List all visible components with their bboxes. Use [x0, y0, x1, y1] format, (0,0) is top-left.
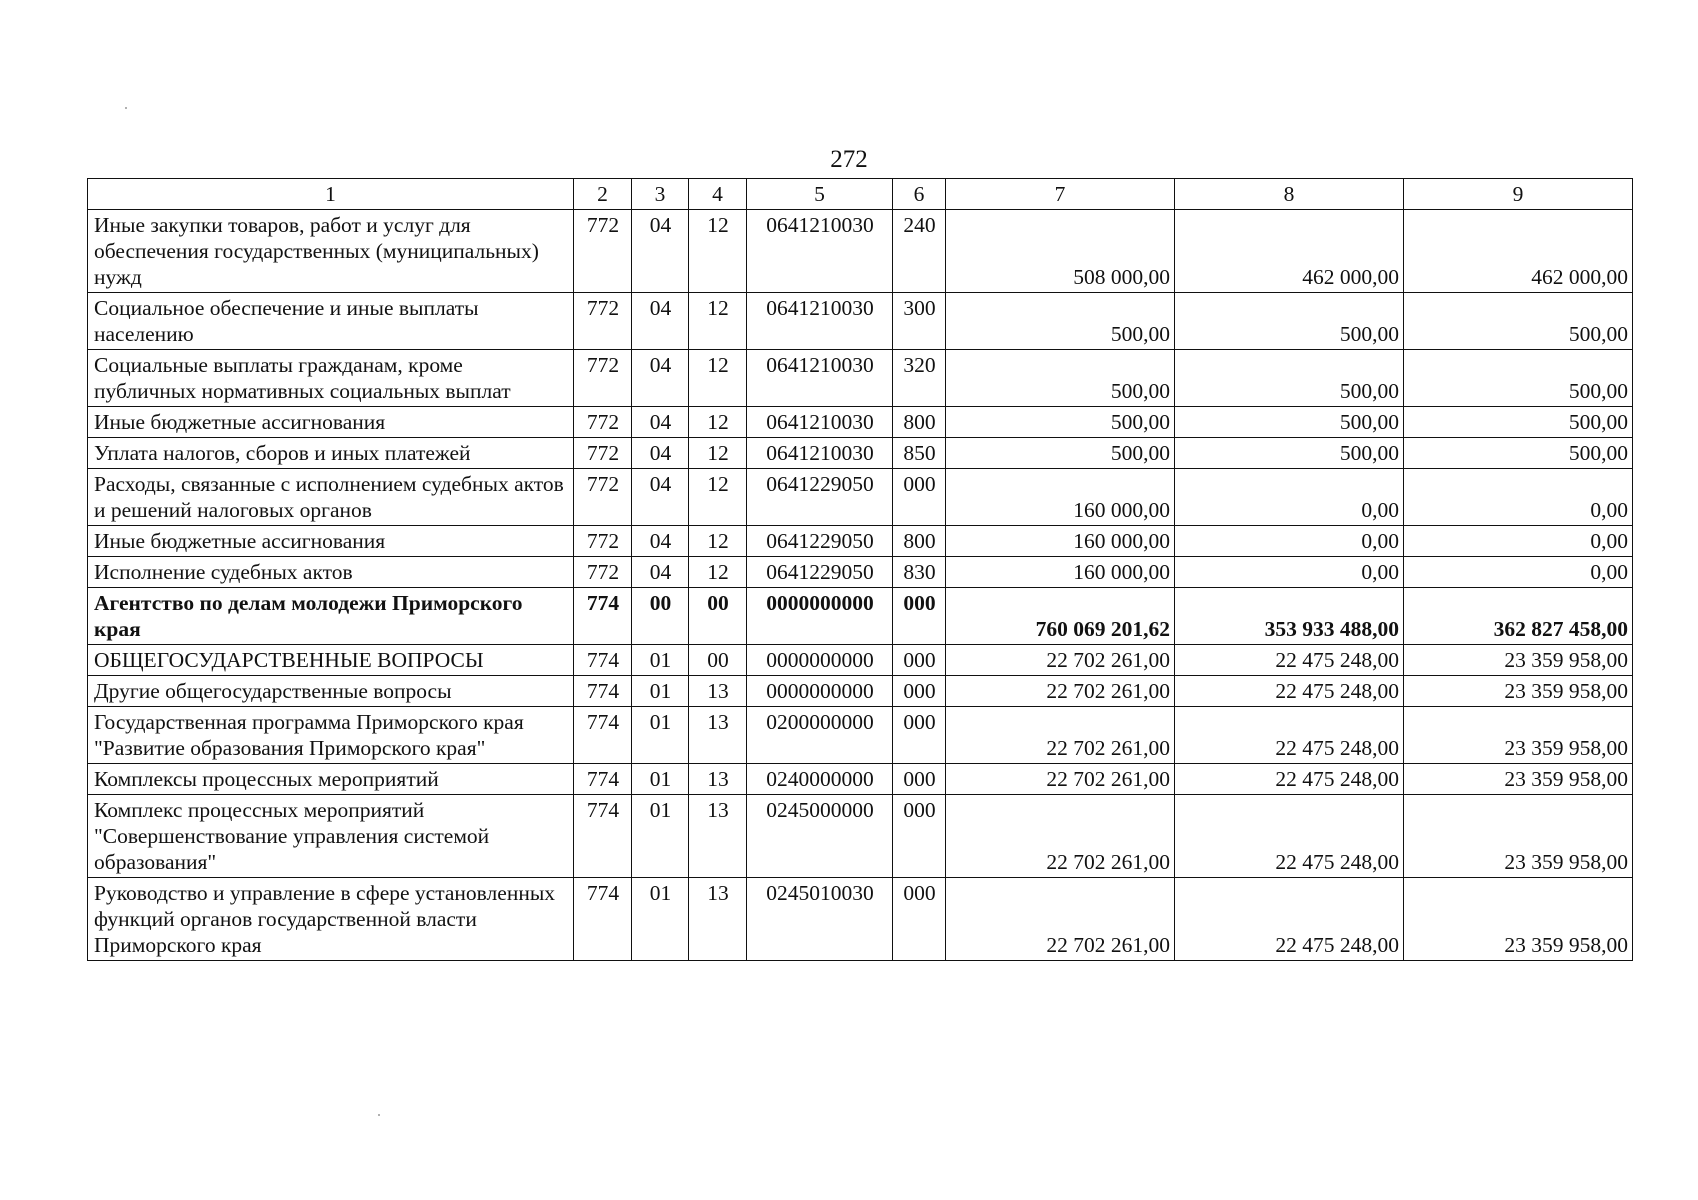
col-8-value: 462 000,00: [1175, 210, 1404, 293]
col-7-value: 508 000,00: [946, 210, 1175, 293]
col-7-value: 160 000,00: [946, 557, 1175, 588]
row-name: Агентство по делам молодежи Приморского края: [88, 588, 574, 645]
col-9-value: 23 359 958,00: [1404, 878, 1633, 961]
col-9-value: 23 359 958,00: [1404, 764, 1633, 795]
col-4-code: 00: [689, 588, 747, 645]
col-4-code: 12: [689, 469, 747, 526]
col-7-value: 22 702 261,00: [946, 645, 1175, 676]
col-5-code: 0641229050: [747, 526, 893, 557]
col-4-code: 13: [689, 707, 747, 764]
row-name: Расходы, связанные с исполнением судебных актов и решений налоговых органов: [88, 469, 574, 526]
col-5-code: 0641210030: [747, 293, 893, 350]
col-3-code: 01: [632, 764, 689, 795]
header-col-7: 7: [946, 179, 1175, 210]
table-row: [88, 645, 1633, 676]
col-3-code: 04: [632, 293, 689, 350]
table-row: [88, 707, 1633, 764]
col-8-value: 353 933 488,00: [1175, 588, 1404, 645]
col-5-code: 0200000000: [747, 707, 893, 764]
header-col-5: 5: [747, 179, 893, 210]
col-3-code: 04: [632, 438, 689, 469]
header-col-4: 4: [689, 179, 747, 210]
col-6-code: 850: [893, 438, 946, 469]
col-3-code: 04: [632, 210, 689, 293]
col-8-value: 500,00: [1175, 438, 1404, 469]
row-name: Иные бюджетные ассигнования: [88, 407, 574, 438]
col-4-code: 12: [689, 407, 747, 438]
col-7-value: 22 702 261,00: [946, 707, 1175, 764]
col-7-value: 160 000,00: [946, 469, 1175, 526]
col-3-code: 01: [632, 645, 689, 676]
col-6-code: 000: [893, 878, 946, 961]
col-2-code: 772: [574, 210, 632, 293]
col-3-code: 00: [632, 588, 689, 645]
col-6-code: 000: [893, 707, 946, 764]
col-5-code: 0245000000: [747, 795, 893, 878]
page-number: 272: [830, 146, 868, 173]
col-2-code: 772: [574, 469, 632, 526]
row-name: Исполнение судебных актов: [88, 557, 574, 588]
col-9-value: 23 359 958,00: [1404, 795, 1633, 878]
col-4-code: 13: [689, 764, 747, 795]
table-row: [88, 795, 1633, 878]
col-6-code: 000: [893, 795, 946, 878]
col-5-code: 0641210030: [747, 210, 893, 293]
col-5-code: 0641210030: [747, 350, 893, 407]
col-6-code: 830: [893, 557, 946, 588]
row-name: Государственная программа Приморского края "Развитие образования Приморского края": [88, 707, 574, 764]
col-5-code: 0000000000: [747, 588, 893, 645]
col-9-value: 23 359 958,00: [1404, 676, 1633, 707]
col-9-value: 500,00: [1404, 293, 1633, 350]
col-8-value: 0,00: [1175, 469, 1404, 526]
col-8-value: 22 475 248,00: [1175, 676, 1404, 707]
col-3-code: 01: [632, 878, 689, 961]
table-row: [88, 526, 1633, 557]
row-name: Уплата налогов, сборов и иных платежей: [88, 438, 574, 469]
col-8-value: 500,00: [1175, 407, 1404, 438]
col-9-value: 462 000,00: [1404, 210, 1633, 293]
table-row: [88, 764, 1633, 795]
col-8-value: 22 475 248,00: [1175, 764, 1404, 795]
col-2-code: 774: [574, 878, 632, 961]
header-col-3: 3: [632, 179, 689, 210]
col-8-value: 0,00: [1175, 557, 1404, 588]
table-row: [88, 293, 1633, 350]
col-2-code: 772: [574, 350, 632, 407]
col-7-value: 160 000,00: [946, 526, 1175, 557]
row-name: Руководство и управление в сфере установленных функций органов государственной власти Приморского края: [88, 878, 574, 961]
col-3-code: 01: [632, 795, 689, 878]
col-4-code: 13: [689, 878, 747, 961]
col-5-code: 0000000000: [747, 645, 893, 676]
table-row: [88, 676, 1633, 707]
col-9-value: 0,00: [1404, 557, 1633, 588]
table-body: [88, 210, 1633, 961]
col-7-value: 22 702 261,00: [946, 676, 1175, 707]
col-9-value: 500,00: [1404, 407, 1633, 438]
row-name: Иные закупки товаров, работ и услуг для обеспечения государственных (муниципальных) нужд: [88, 210, 574, 293]
col-2-code: 772: [574, 557, 632, 588]
col-2-code: 772: [574, 407, 632, 438]
scan-speck: [125, 107, 127, 109]
col-6-code: 000: [893, 469, 946, 526]
col-9-value: 0,00: [1404, 526, 1633, 557]
col-5-code: 0000000000: [747, 676, 893, 707]
table-row: [88, 350, 1633, 407]
col-6-code: 000: [893, 764, 946, 795]
col-8-value: 500,00: [1175, 350, 1404, 407]
col-4-code: 12: [689, 350, 747, 407]
col-8-value: 22 475 248,00: [1175, 878, 1404, 961]
col-8-value: 500,00: [1175, 293, 1404, 350]
col-6-code: 000: [893, 676, 946, 707]
col-9-value: 23 359 958,00: [1404, 645, 1633, 676]
row-name: Комплексы процессных мероприятий: [88, 764, 574, 795]
col-9-value: 362 827 458,00: [1404, 588, 1633, 645]
row-name: Социальное обеспечение и иные выплаты населению: [88, 293, 574, 350]
col-4-code: 12: [689, 293, 747, 350]
col-8-value: 22 475 248,00: [1175, 795, 1404, 878]
row-name: Социальные выплаты гражданам, кроме публичных нормативных социальных выплат: [88, 350, 574, 407]
col-5-code: 0641229050: [747, 469, 893, 526]
col-7-value: 22 702 261,00: [946, 878, 1175, 961]
col-2-code: 774: [574, 707, 632, 764]
col-3-code: 04: [632, 557, 689, 588]
col-8-value: 22 475 248,00: [1175, 707, 1404, 764]
col-5-code: 0240000000: [747, 764, 893, 795]
col-7-value: 22 702 261,00: [946, 764, 1175, 795]
col-6-code: 320: [893, 350, 946, 407]
col-3-code: 04: [632, 350, 689, 407]
table-row: [88, 210, 1633, 293]
col-3-code: 01: [632, 676, 689, 707]
header-col-8: 8: [1175, 179, 1404, 210]
col-2-code: 772: [574, 293, 632, 350]
col-7-value: 500,00: [946, 293, 1175, 350]
col-3-code: 04: [632, 407, 689, 438]
col-4-code: 00: [689, 645, 747, 676]
col-6-code: 240: [893, 210, 946, 293]
col-3-code: 04: [632, 469, 689, 526]
table-row: [88, 438, 1633, 469]
col-4-code: 13: [689, 676, 747, 707]
col-2-code: 774: [574, 676, 632, 707]
col-4-code: 13: [689, 795, 747, 878]
col-2-code: 772: [574, 526, 632, 557]
col-7-value: 760 069 201,62: [946, 588, 1175, 645]
col-9-value: 500,00: [1404, 438, 1633, 469]
header-col-1: 1: [88, 179, 574, 210]
scan-speck: [378, 1114, 380, 1116]
col-5-code: 0641210030: [747, 438, 893, 469]
row-name: Другие общегосударственные вопросы: [88, 676, 574, 707]
col-9-value: 0,00: [1404, 469, 1633, 526]
row-name: ОБЩЕГОСУДАРСТВЕННЫЕ ВОПРОСЫ: [88, 645, 574, 676]
col-6-code: 000: [893, 645, 946, 676]
col-7-value: 22 702 261,00: [946, 795, 1175, 878]
col-7-value: 500,00: [946, 438, 1175, 469]
col-9-value: 500,00: [1404, 350, 1633, 407]
col-4-code: 12: [689, 557, 747, 588]
col-6-code: 300: [893, 293, 946, 350]
col-8-value: 0,00: [1175, 526, 1404, 557]
col-2-code: 772: [574, 438, 632, 469]
col-8-value: 22 475 248,00: [1175, 645, 1404, 676]
col-6-code: 000: [893, 588, 946, 645]
col-6-code: 800: [893, 526, 946, 557]
col-7-value: 500,00: [946, 407, 1175, 438]
header-col-9: 9: [1404, 179, 1633, 210]
header-col-2: 2: [574, 179, 632, 210]
row-name: Комплекс процессных мероприятий "Совершенствование управления системой образования": [88, 795, 574, 878]
col-4-code: 12: [689, 210, 747, 293]
col-5-code: 0245010030: [747, 878, 893, 961]
col-2-code: 774: [574, 764, 632, 795]
table-row: [88, 588, 1633, 645]
table-row: [88, 407, 1633, 438]
col-5-code: 0641229050: [747, 557, 893, 588]
col-4-code: 12: [689, 526, 747, 557]
col-2-code: 774: [574, 588, 632, 645]
table-row: [88, 557, 1633, 588]
header-row: [88, 179, 1633, 210]
row-name: Иные бюджетные ассигнования: [88, 526, 574, 557]
col-7-value: 500,00: [946, 350, 1175, 407]
col-2-code: 774: [574, 795, 632, 878]
col-3-code: 01: [632, 707, 689, 764]
col-2-code: 774: [574, 645, 632, 676]
col-5-code: 0641210030: [747, 407, 893, 438]
table-row: [88, 878, 1633, 961]
col-4-code: 12: [689, 438, 747, 469]
table-row: [88, 469, 1633, 526]
budget-table: [87, 178, 1633, 961]
col-3-code: 04: [632, 526, 689, 557]
col-9-value: 23 359 958,00: [1404, 707, 1633, 764]
col-6-code: 800: [893, 407, 946, 438]
header-col-6: 6: [893, 179, 946, 210]
